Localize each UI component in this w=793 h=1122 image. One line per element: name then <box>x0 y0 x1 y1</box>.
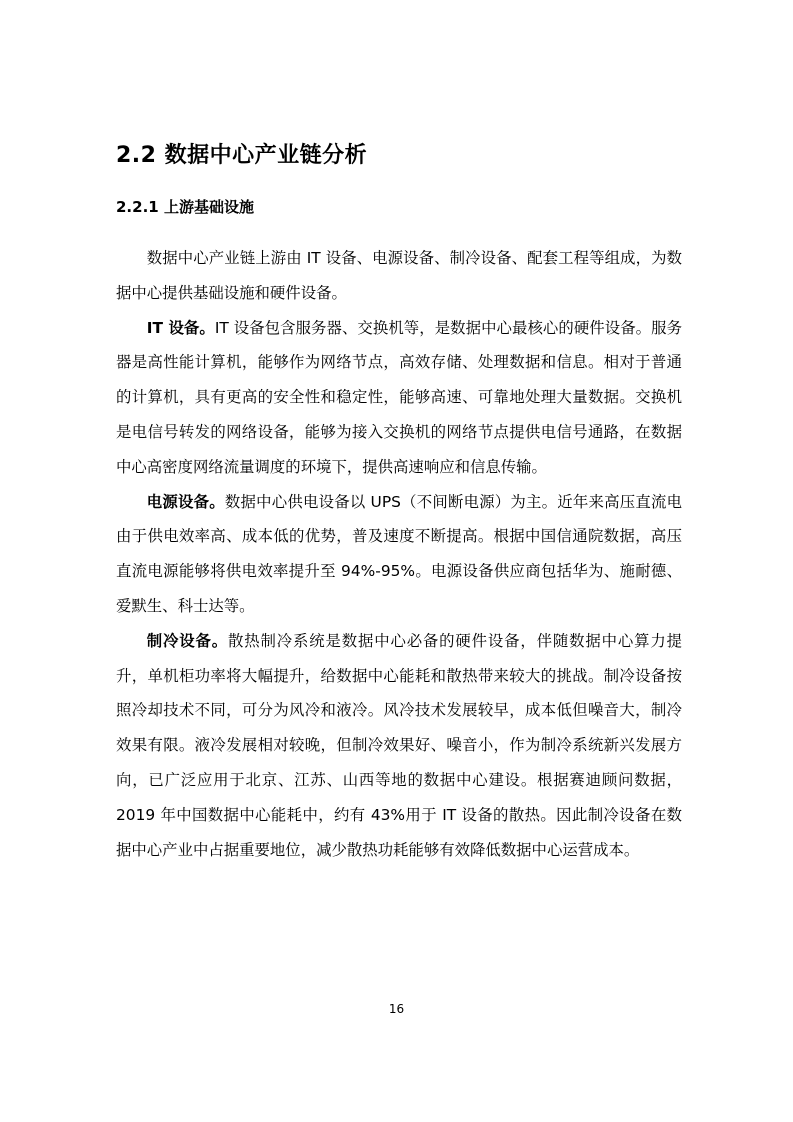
paragraph-it-equipment <box>116 311 682 485</box>
subsection-title: 上游基础设施 <box>163 198 254 216</box>
paragraph-text: 数据中心产业链上游由 IT 设备、电源设备、制冷设备、配套工程等组成，为数据中心提供基础设施和硬件设备。 <box>116 249 682 302</box>
section-heading <box>116 138 367 169</box>
section-number: 2.2 <box>116 143 157 168</box>
paragraph-cooling-equipment <box>116 624 682 868</box>
paragraph-text: IT 设备包含服务器、交换机等，是数据中心最核心的硬件设备。服务器是高性能计算机，能够作为网络节点，高效存储、处理数据和信息。相对于普通的计算机，具有更高的安全性和稳定性，能够高速、可靠地处理大量数据。交换机是电信号转发的网络设备，能够为接入交换机的网络节点提供电信号通路，在数据中心高密度网络流量调度的环境下，提供高速响应和信息传输。 <box>116 318 682 476</box>
paragraph-intro <box>116 241 682 311</box>
paragraph-text: 散热制冷系统是数据中心必备的硬件设备，伴随数据中心算力提升，单机柜功率将大幅提升，给数据中心能耗和散热带来较大的挑战。制冷设备按照冷却技术不同，可分为风冷和液冷。风冷技术发展较早，成本低但噪音大，制冷效果有限。液冷发展相对较晚，但制冷效果好、噪音小，作为制冷系统新兴发展方向，已广泛应用于北京、江苏、山西等地的数据中心建设。根据赛迪顾问数据，2019 年中国数据中心能耗中，约有 43%用于 IT 设备的散热。因此制冷设备在数据中心产业中占据重要地位，减少散热功耗能够有效降低数据中心运营成本。 <box>116 631 682 859</box>
subsection-heading <box>116 196 254 217</box>
paragraph-power-equipment <box>116 485 682 624</box>
paragraph-text: 数据中心供电设备以 UPS（不间断电源）为主。近年来高压直流电由于供电效率高、成本低的优势，普及速度不断提高。根据中国信通院数据，高压直流电源能够将供电效率提升至 94%-95%。电源设备供应商包括华为、施耐德、爱默生、科士达等。 <box>116 492 682 615</box>
page-number: 16 <box>388 1002 405 1016</box>
paragraph-lead: IT 设备。 <box>146 318 215 337</box>
paragraph-lead: 电源设备。 <box>146 492 225 511</box>
subsection-number: 2.2.1 <box>116 198 159 216</box>
section-title: 数据中心产业链分析 <box>164 143 368 168</box>
paragraph-lead: 制冷设备。 <box>146 631 229 650</box>
body-text <box>116 241 682 867</box>
